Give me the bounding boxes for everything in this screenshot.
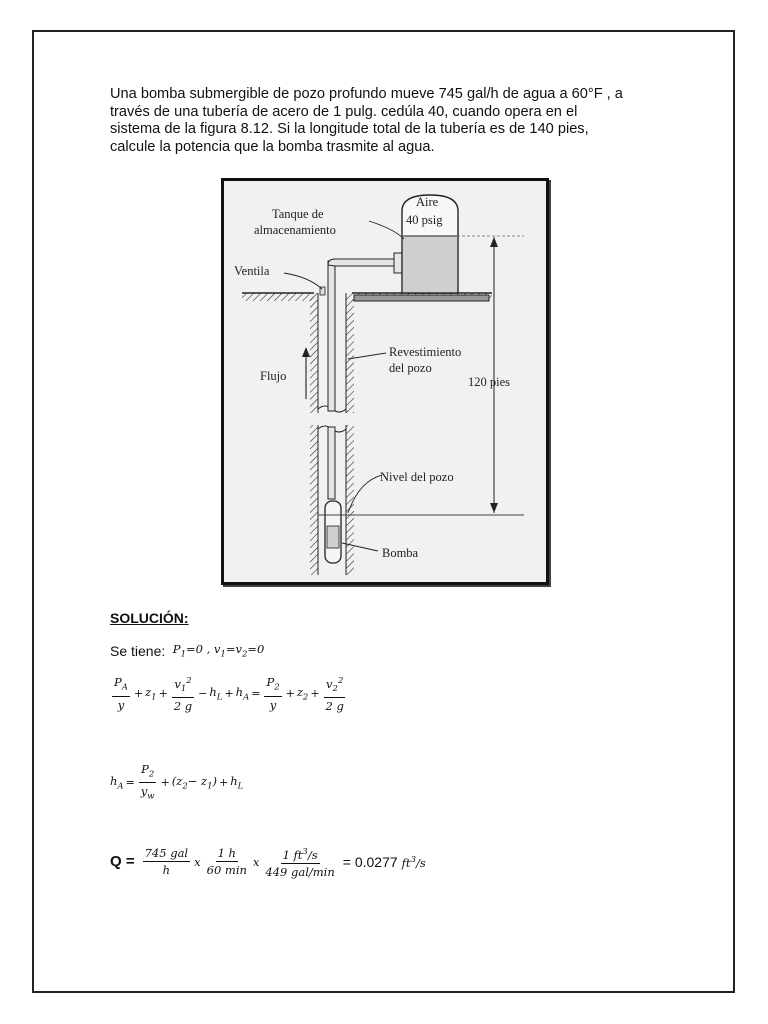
solution-heading: SOLUCIÓN: [110, 610, 189, 626]
label-well-level: Nivel del pozo [380, 470, 454, 484]
label-vent: Ventila [234, 264, 270, 278]
label-air: Aire [416, 195, 439, 209]
ground-left [242, 293, 314, 301]
label-pump: Bomba [382, 546, 419, 560]
q-result: = 0.0277 [342, 853, 398, 870]
flow-rate-equation: Q = $\frac{\text{745 gal}}{h}$ x $\frac{1 h}{60 \min}$ x $\frac{1 ft^3/s}{\text{449 gal/min}}$ = 0.0277 $ft^3/s$ [110, 846, 426, 879]
casing-wall-right-bottom [346, 425, 354, 575]
label-flow: Flujo [260, 369, 287, 383]
flow-arrow [302, 347, 310, 357]
casing-wall-left-top [310, 293, 318, 413]
problem-line-3: sistema de la figura 8.12. Si la longitude total de la tubería es de 140 pies, [110, 121, 589, 137]
problem-line-1: Una bomba submergible de pozo profundo mueve 745 gal/h de agua a 60°F , a [110, 86, 623, 102]
tank-slab [354, 295, 489, 301]
well-pump-figure [221, 178, 549, 585]
pipe-elbow [328, 259, 401, 266]
energy-equation: $\frac{P_A}{y}$ + $z_1$ + $\frac{v_1^2}{2 g}$ − $h_L$ + $h_A$ = $\frac{P_2}{y}$ + $z_2$ + $\frac{v_2^2}{2 g}$ [114, 675, 344, 714]
given-prefix: Se tiene: [110, 642, 170, 659]
label-casing: Revestimiento [389, 345, 462, 359]
label-tank-2: almacenamiento [254, 223, 336, 237]
given-line [110, 642, 264, 659]
casing-wall-right-top [346, 293, 354, 413]
label-height: 120 pies [468, 375, 511, 389]
discharge-pipe-top [328, 261, 335, 411]
well-diagram [224, 181, 546, 582]
label-casing-2: del pozo [389, 361, 432, 375]
pump-head-equation: $h_A$ = $\frac{P_2}{y_w}$ + $(z_2- z_1)$ + $h_L$ [110, 762, 244, 802]
tank-water [403, 236, 457, 292]
problem-statement [110, 86, 670, 156]
q-label: Q = [110, 853, 135, 871]
casing-wall-left-bottom [310, 425, 318, 575]
discharge-pipe-bottom [328, 427, 335, 499]
problem-line-4: calcule la potencia que la bomba trasmite al agua. [110, 138, 435, 155]
problem-line-2: través de una tubería de acero de 1 pulg. cedúla 40, cuando opera en el [110, 103, 578, 120]
label-pressure: 40 psig [406, 213, 443, 227]
given-conditions: $P_1=0$ , $v_1=v_2=0$ [169, 642, 265, 660]
label-tank: Tanque de [272, 207, 324, 221]
